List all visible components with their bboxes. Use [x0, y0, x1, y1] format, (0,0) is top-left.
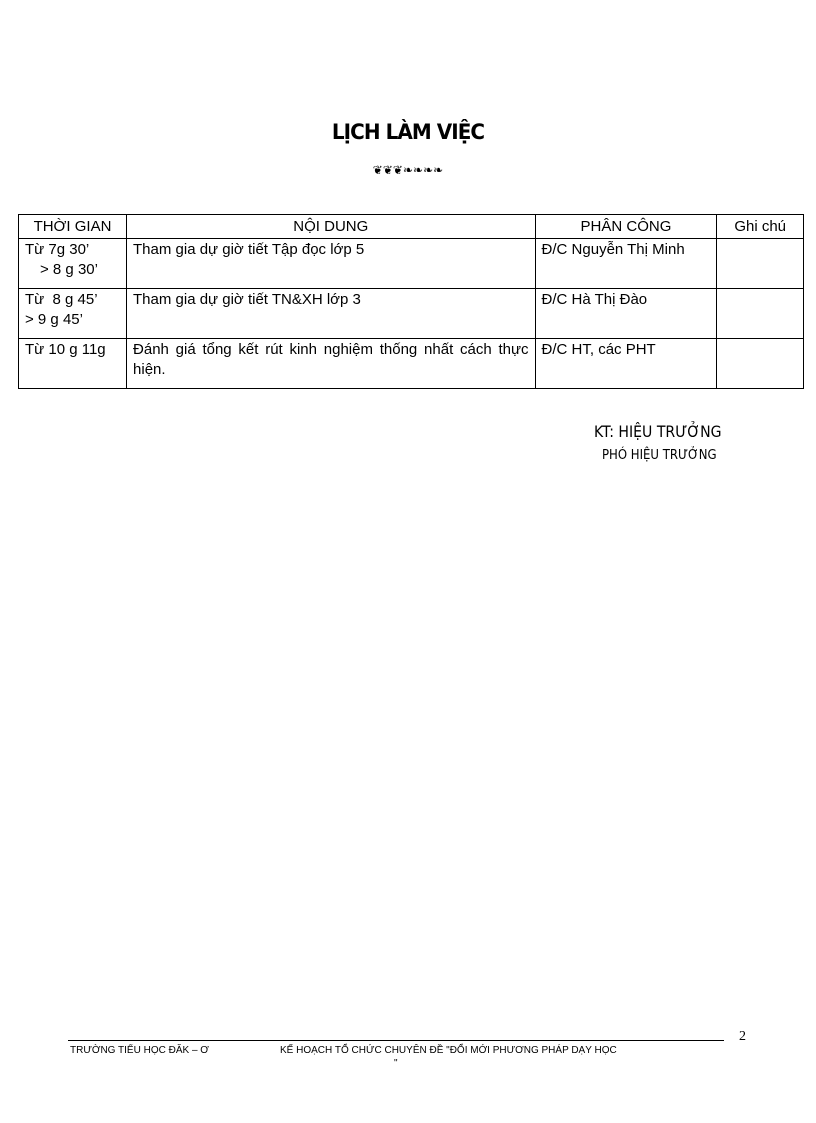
time-start: Từ 8 g 45’ [25, 291, 98, 308]
assignee-cell: Đ/C Nguyễn Thị Minh [535, 239, 717, 289]
footer-school-name: TRƯỜNG TIỂU HỌC ĐĂK – Ơ [70, 1045, 209, 1056]
signature-subtitle: PHÓ HIỆU TRƯỞNG [602, 448, 717, 463]
page-number: 2 [739, 1029, 746, 1044]
time-end: > 9 g 45’ [25, 311, 83, 328]
header-note: Ghi chú [717, 215, 804, 239]
document-title: LỊCH LÀM VIỆC [331, 120, 485, 144]
content-cell: Tham gia dự giờ tiết TN&XH lớp 3 [127, 289, 536, 339]
ornament-divider: ❦❦❦❧❧❧❧ [372, 163, 444, 177]
note-cell [717, 339, 804, 389]
footer-plan-title: KẾ HOẠCH TỔ CHỨC CHUYÊN ĐỀ "ĐỔI MỚI PHƯƠNG PHÁP DẠY HỌC [280, 1045, 617, 1056]
header-assignment: PHÂN CÔNG [535, 215, 717, 239]
table-row [19, 339, 804, 389]
signature-title: KT: HIỆU TRƯỞNG [594, 422, 722, 441]
table-header-row [19, 215, 804, 239]
time-cell [19, 289, 127, 339]
header-time: THỜI GIAN [19, 215, 127, 239]
time-start: Từ 10 g 11g [25, 341, 106, 358]
footer-plan-title-end: " [394, 1058, 398, 1069]
time-end: > 8 g 30’ [40, 261, 98, 278]
time-cell [19, 339, 127, 389]
table-row [19, 239, 804, 289]
header-content: NỘI DUNG [127, 215, 536, 239]
assignee-cell: Đ/C HT, các PHT [535, 339, 717, 389]
assignee-cell: Đ/C Hà Thị Đào [535, 289, 717, 339]
note-cell [717, 289, 804, 339]
schedule-table [18, 214, 804, 389]
time-cell [19, 239, 127, 289]
content-cell: Tham gia dự giờ tiết Tập đọc lớp 5 [127, 239, 536, 289]
time-start: Từ 7g 30’ [25, 241, 90, 258]
footer-divider [68, 1040, 724, 1041]
note-cell [717, 239, 804, 289]
content-cell: Đánh giá tổng kết rút kinh nghiệm thống nhất cách thực hiện. [127, 339, 536, 389]
table-row [19, 289, 804, 339]
